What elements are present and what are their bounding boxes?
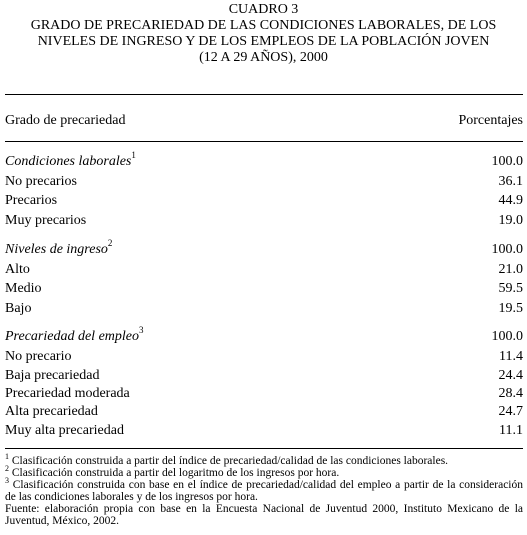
row-value: 36.1 [498, 174, 523, 189]
row-value: 24.7 [498, 404, 523, 419]
title-line-3: (12 A 29 AÑOS), 2000 [199, 50, 328, 65]
row-label: No precario [5, 349, 72, 364]
title-line-2: NIVELES DE INGRESO Y DE LOS EMPLEOS DE LA POBLACIÓN JOVEN [37, 34, 490, 49]
title-line-1: GRADO DE PRECARIEDAD DE LAS CONDICIONES LABORALES, DE LOS [30, 18, 497, 33]
table-row [5, 211, 523, 231]
bottom-rule [5, 448, 523, 449]
footnote-1 [5, 452, 523, 467]
table-title-block [0, 2, 527, 66]
section-title: Niveles de ingreso [5, 242, 108, 257]
table-row [5, 366, 523, 386]
footnote-marker: 1 [5, 452, 9, 462]
section-title: Condiciones laborales [5, 154, 132, 169]
footnotes [5, 452, 524, 527]
footnote-ref: 2 [107, 238, 113, 249]
footnote-marker: 3 [5, 476, 9, 486]
table-row [5, 347, 523, 367]
row-label: Precariedad moderada [5, 386, 130, 401]
row-value: 59.5 [498, 281, 523, 296]
row-label: Precarios [5, 193, 58, 208]
row-label: Baja precariedad [5, 368, 100, 383]
section-header-ingreso [5, 240, 523, 260]
table-row [5, 421, 523, 441]
footnote-ref: 3 [139, 325, 144, 336]
table-row [5, 279, 523, 299]
row-value: 19.5 [498, 301, 523, 316]
footnote-ref: 1 [131, 150, 136, 161]
header-rule [5, 141, 523, 142]
footnote-3 [5, 476, 524, 503]
row-value: 11.4 [499, 349, 523, 364]
row-value: 21.0 [498, 262, 523, 277]
section-total: 100.0 [491, 242, 523, 257]
table-row [5, 260, 523, 280]
table-row [5, 402, 523, 422]
source-note: Fuente: elaboración propia con base en la Encuesta Nacional de Juventud 2000, Instituto Mexicano de la Juventud, México, 2002. [5, 503, 523, 527]
top-rule [5, 94, 523, 95]
footnote-marker: 2 [5, 464, 9, 474]
row-label: Bajo [5, 301, 32, 316]
table-row [5, 191, 523, 211]
footnote-text: Clasificación construida a partir del logaritmo de los ingresos por hora. [11, 467, 340, 479]
table-row [5, 172, 523, 192]
footnote-2 [5, 464, 523, 479]
column-header-row [5, 111, 523, 131]
row-value: 24.4 [498, 368, 523, 383]
row-label: Medio [5, 281, 42, 296]
row-label: Alto [5, 262, 30, 277]
section-total: 100.0 [491, 329, 523, 344]
column-header-porcentajes: Porcentajes [458, 113, 523, 128]
row-value: 28.4 [498, 386, 523, 401]
table-row [5, 384, 523, 404]
row-label: Muy precarios [5, 213, 87, 228]
row-label: No precarios [5, 174, 77, 189]
table-row [5, 299, 523, 319]
section-header-condiciones [5, 152, 523, 172]
section-total: 100.0 [491, 154, 523, 169]
footnote-text: Clasificación construida con base en el índice de precariedad/calidad del empleo a partir de la consideración de las condiciones laborales y de los ingresos por hora. [5, 479, 524, 503]
row-label: Alta precariedad [5, 404, 98, 419]
section-header-empleo [5, 327, 523, 347]
cuadro-number: CUADRO 3 [228, 2, 299, 17]
section-title: Precariedad del empleo [5, 329, 139, 344]
row-value: 11.1 [499, 423, 523, 438]
row-value: 19.0 [498, 213, 523, 228]
column-header-grado: Grado de precariedad [5, 113, 126, 128]
row-value: 44.9 [498, 193, 523, 208]
row-label: Muy alta precariedad [5, 423, 124, 438]
footnote-text: Clasificación construida a partir del índice de precariedad/calidad de las condiciones laborales. [11, 455, 449, 467]
